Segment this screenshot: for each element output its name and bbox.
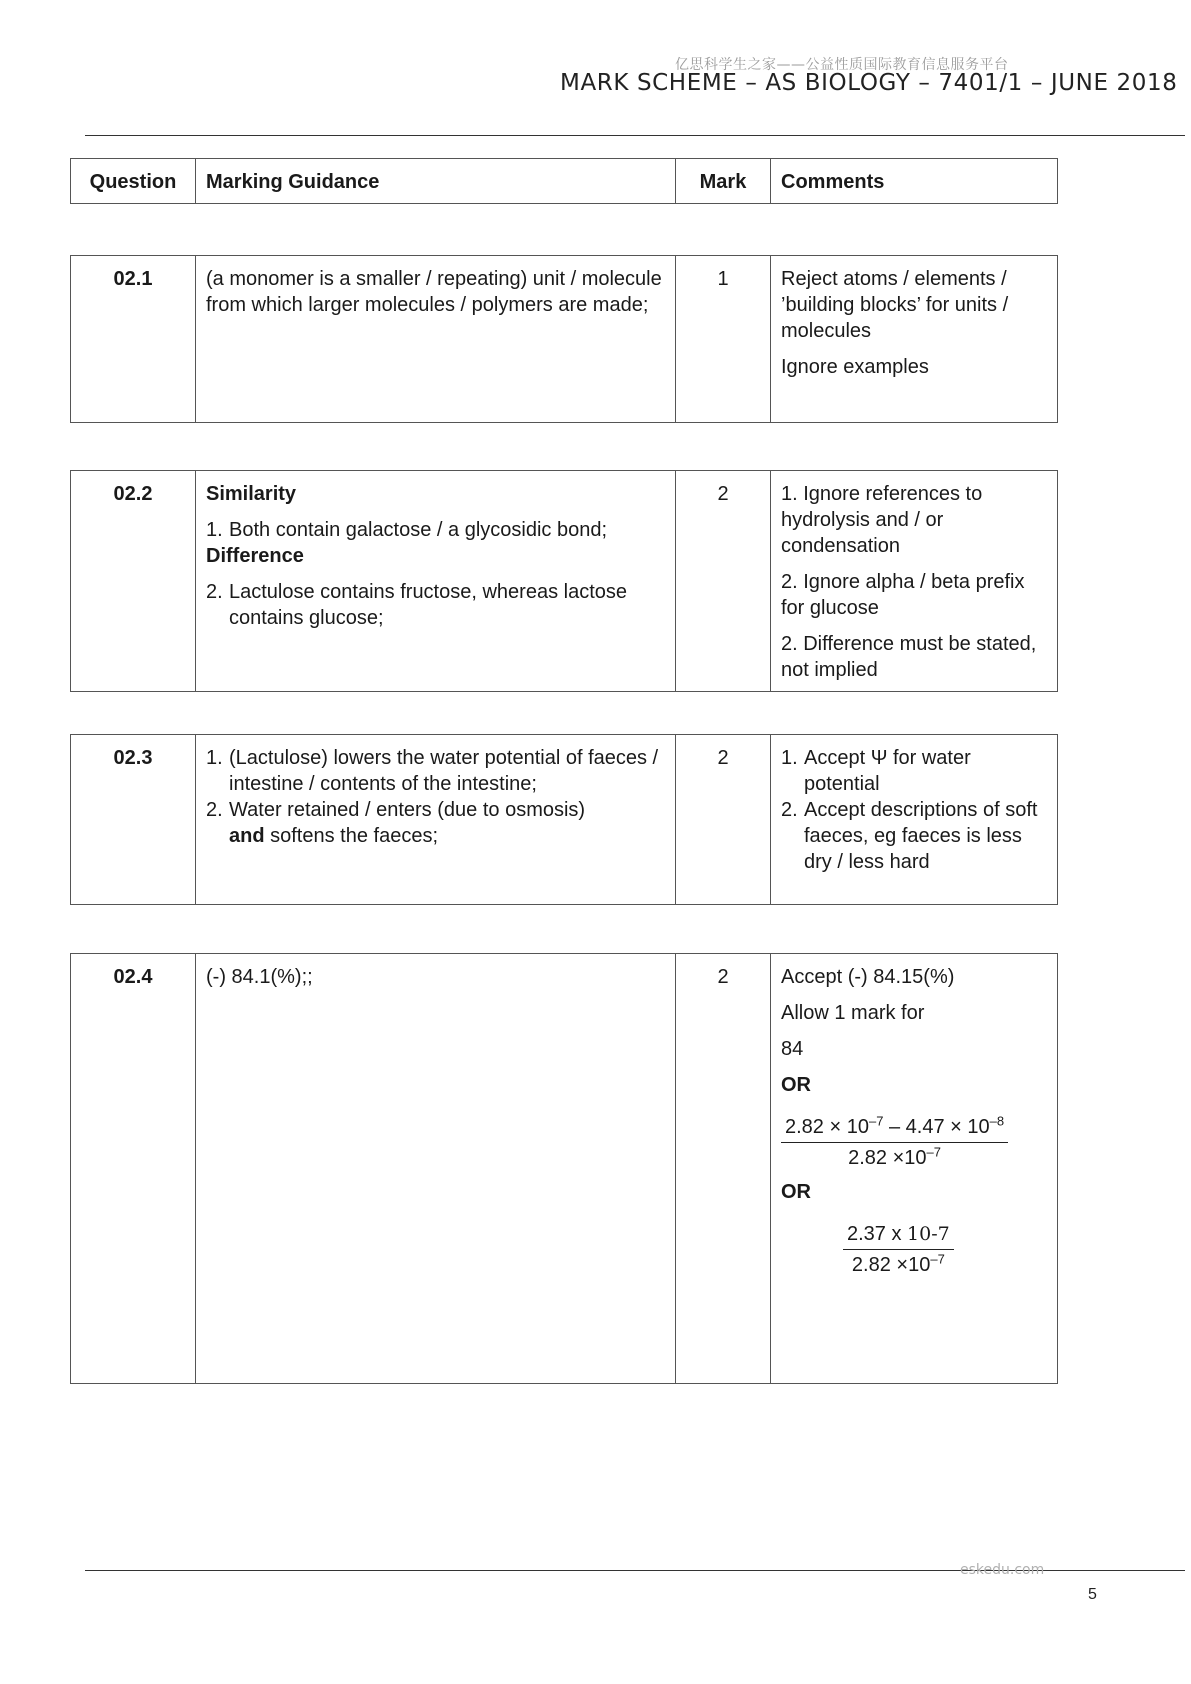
comments (771, 471, 1058, 692)
comment-text: Accept descriptions of soft faeces, eg faeces is less dry / less hard (804, 799, 1038, 873)
comment-text: Accept Ψ for water potential (804, 747, 971, 795)
point-text-bold: and (229, 825, 265, 847)
header-rule (85, 135, 1185, 136)
comment-text: Reject atoms / elements / ’building blocks’ for units / molecules (781, 268, 1009, 342)
comment-text: Allow 1 mark for (781, 1002, 925, 1024)
numerator-part: 10-7 (907, 1223, 950, 1245)
numerator-part: – 4.47 × 10 (883, 1116, 990, 1138)
comment-point (781, 797, 1047, 875)
fraction-numerator (781, 1114, 1008, 1143)
watermark-header: 亿思科学生之家——公益性质国际教育信息服务平台 (675, 57, 1009, 73)
comments (771, 735, 1058, 905)
marking-guidance (196, 954, 676, 1384)
point-text-part: Water retained / enters (due to osmosis) (229, 799, 586, 821)
question-02-4-table (70, 953, 1058, 1384)
page-header-title: MARK SCHEME – AS BIOLOGY – 7401/1 – JUNE 2018 (560, 70, 1178, 96)
guidance-point (206, 517, 665, 543)
marking-guidance (196, 256, 676, 423)
fraction (843, 1221, 954, 1278)
point-text: (Lactulose) lowers the water potential of faeces / intestine / contents of the intestine; (229, 747, 659, 795)
point-number: 1. (206, 519, 223, 541)
exponent: –7 (868, 1113, 884, 1129)
exponent: –8 (989, 1113, 1005, 1129)
comment-text: Accept (-) 84.15(%) (781, 966, 955, 988)
mark-value: 2 (676, 735, 771, 905)
exponent: –7 (926, 1144, 941, 1160)
guidance-text: (a monomer is a smaller / repeating) unit / molecule from which larger molecules / polymers are made; (206, 268, 662, 316)
fraction-numerator (843, 1221, 954, 1250)
question-02-2-table (70, 470, 1058, 692)
denominator-part: 2.82 ×10 (851, 1254, 931, 1276)
question-number: 02.3 (71, 735, 196, 905)
comment-text: 84 (781, 1038, 804, 1060)
or-label: OR (781, 1074, 811, 1096)
marking-guidance (196, 471, 676, 692)
comment-text: Ignore examples (781, 356, 929, 378)
page-number: 5 (1088, 1586, 1097, 1603)
question-number: 02.1 (71, 256, 196, 423)
numerator-part: 2.37 x (847, 1223, 908, 1245)
question-number: 02.4 (71, 954, 196, 1384)
denominator-part: 2.82 ×10 (848, 1147, 927, 1169)
watermark-footer: eskedu.com (960, 1562, 1045, 1578)
guidance-column-header: Marking Guidance (196, 159, 676, 204)
mark-column-header: Mark (676, 159, 771, 204)
fraction-denominator (843, 1250, 954, 1278)
comment-text: 2. Ignore alpha / beta prefix for glucose (781, 571, 1025, 619)
fraction-short-working (781, 1215, 1047, 1286)
fraction (781, 1114, 1008, 1171)
mark-value: 2 (676, 471, 771, 692)
mark-value: 2 (676, 954, 771, 1384)
point-text: Lactulose contains fructose, whereas lactose contains glucose; (229, 581, 627, 629)
question-02-1-table (70, 255, 1058, 423)
numerator-part: 2.82 × 10 (785, 1116, 869, 1138)
point-number: 2. (781, 799, 798, 821)
mark-value: 1 (676, 256, 771, 423)
guidance-point (206, 745, 665, 797)
point-text: Both contain galactose / a glycosidic bond; (229, 519, 608, 541)
comments (771, 954, 1058, 1384)
or-label: OR (781, 1181, 811, 1203)
fraction-denominator (781, 1143, 1008, 1171)
comments (771, 256, 1058, 423)
similarity-heading: Similarity (206, 483, 297, 505)
guidance-text: (-) 84.1(%);; (206, 966, 313, 988)
comment-point (781, 745, 1047, 797)
fraction-full-working (781, 1108, 1047, 1179)
point-number: 2. (206, 799, 223, 821)
question-number: 02.2 (71, 471, 196, 692)
guidance-point (206, 579, 665, 631)
point-text-part: softens the faeces; (264, 825, 438, 847)
column-header-table (70, 158, 1058, 204)
marking-guidance (196, 735, 676, 905)
point-text (229, 797, 665, 849)
comment-text: 1. Ignore references to hydrolysis and / or condensation (781, 483, 983, 557)
guidance-point (206, 797, 665, 849)
point-number: 1. (781, 747, 798, 769)
question-02-3-table (70, 734, 1058, 905)
question-column-header: Question (71, 159, 196, 204)
difference-heading: Difference (206, 545, 304, 567)
comment-text: 2. Difference must be stated, not implied (781, 633, 1037, 681)
point-number: 2. (206, 581, 223, 603)
exponent: –7 (930, 1251, 945, 1267)
point-number: 1. (206, 747, 223, 769)
comments-column-header: Comments (771, 159, 1058, 204)
